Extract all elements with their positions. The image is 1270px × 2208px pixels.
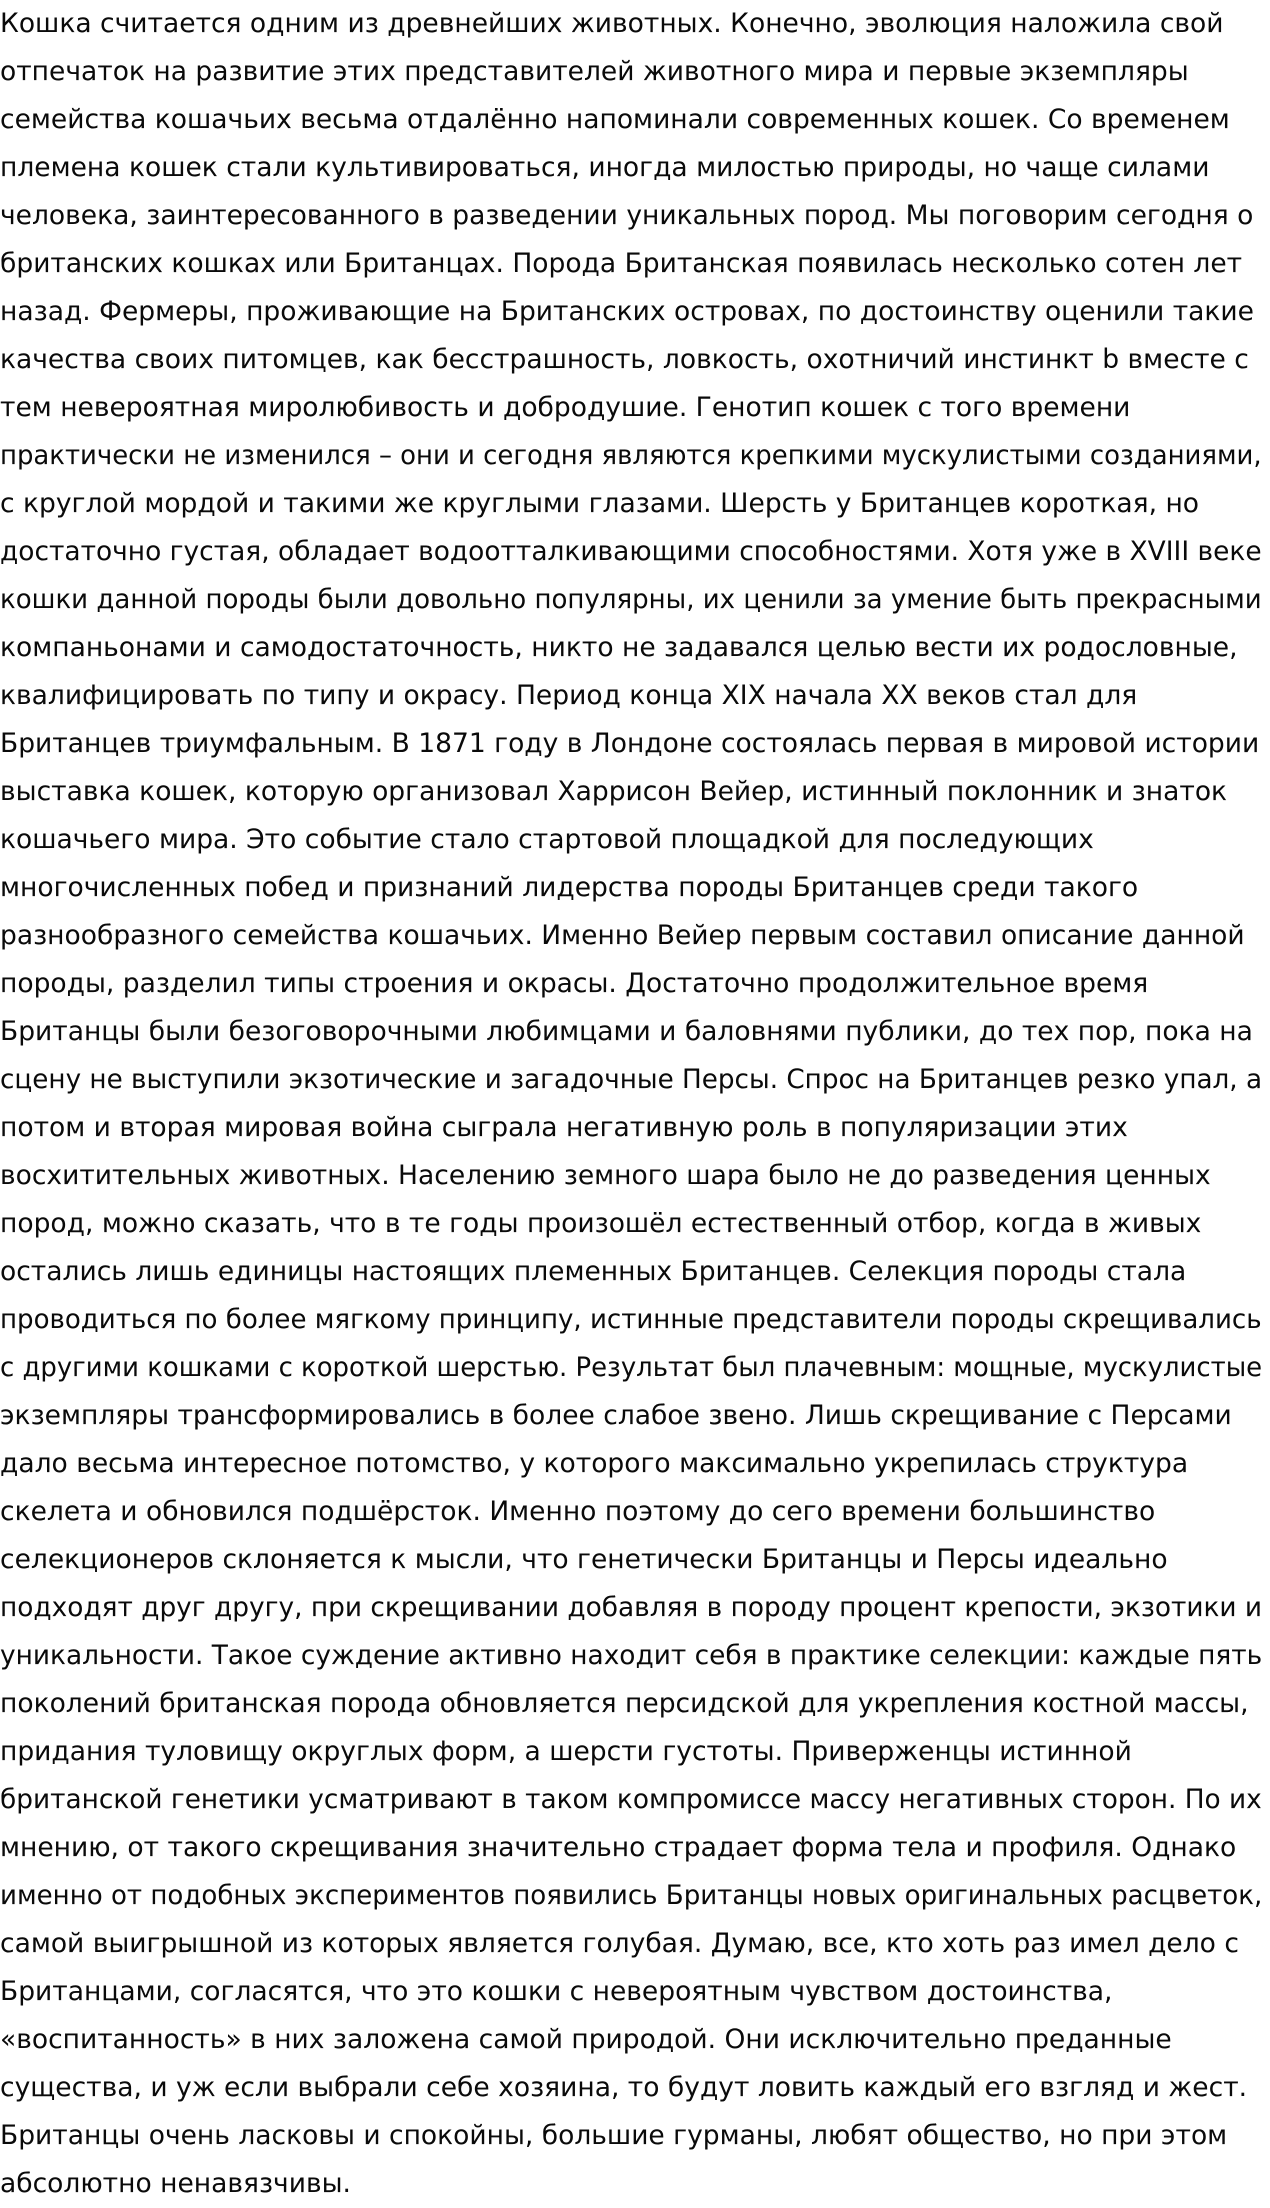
text-line: практически не изменился – они и сегодня являются крепкими мускулистыми созданиями,	[0, 440, 1262, 471]
text-line: отпечаток на развитие этих представителей животного мира и первые экземпляры	[0, 56, 1189, 87]
text-line: племена кошек стали культивироваться, иногда милостью природы, но чаще силами	[0, 152, 1210, 183]
text-line: придания туловищу округлых форм, а шерсти густоты. Приверженцы истинной	[0, 1736, 1132, 1767]
text-line: «воспитанность» в них заложена самой природой. Они исключительно преданные	[0, 2024, 1172, 2055]
text-line: дало весьма интересное потомство, у которого максимально укрепилась структура	[0, 1448, 1189, 1479]
text-line: самой выигрышной из которых является голубая. Думаю, все, кто хоть раз имел дело с	[0, 1928, 1239, 1959]
text-line: многочисленных побед и признаний лидерства породы Британцев среди такого	[0, 872, 1139, 903]
text-line: именно от подобных экспериментов появились Британцы новых оригинальных расцветок,	[0, 1880, 1263, 1911]
text-line: квалифицировать по типу и окрасу. Период конца XIX начала XX веков стал для	[0, 680, 1138, 711]
text-line: разнообразного семейства кошачьих. Именно Вейер первым составил описание данной	[0, 920, 1245, 951]
text-line: восхитительных животных. Населению земного шара было не до разведения ценных	[0, 1160, 1211, 1191]
text-line: тем невероятная миролюбивость и добродушие. Генотип кошек с того времени	[0, 392, 1131, 423]
text-line: остались лишь единицы настоящих племенных Британцев. Селекция породы стала	[0, 1256, 1187, 1287]
text-line: уникальности. Такое суждение активно находит себя в практике селекции: каждые пять	[0, 1640, 1263, 1671]
text-line: семейства кошачьих весьма отдалённо напоминали современных кошек. Со временем	[0, 104, 1230, 135]
text-line: компаньонами и самодостаточность, никто не задавался целью вести их родословные,	[0, 632, 1238, 663]
text-line: кошки данной породы были довольно популярны, их ценили за умение быть прекрасными	[0, 584, 1262, 615]
text-line: поколений британская порода обновляется персидской для укрепления костной массы,	[0, 1688, 1249, 1719]
text-line: существа, и уж если выбрали себе хозяина, то будут ловить каждый его взгляд и жест.	[0, 2072, 1248, 2103]
text-line: потом и вторая мировая война сыграла негативную роль в популяризации этих	[0, 1112, 1128, 1143]
text-line: породы, разделил типы строения и окрасы. Достаточно продолжительное время	[0, 968, 1149, 999]
text-line: Британцы были безоговорочными любимцами и баловнями публики, до тех пор, пока на	[0, 1016, 1253, 1047]
text-line: достаточно густая, обладает водоотталкивающими способностями. Хотя уже в XVIII веке	[0, 536, 1262, 567]
text-line: британской генетики усматривают в таком компромиссе массу негативных сторон. По их	[0, 1784, 1262, 1815]
text-line: британских кошках или Британцах. Порода Британская появилась несколько сотен лет	[0, 248, 1243, 279]
text-line: выставка кошек, которую организовал Харрисон Вейер, истинный поклонник и знаток	[0, 776, 1228, 807]
text-line: назад. Фермеры, проживающие на Британских островах, по достоинству оценили такие	[0, 296, 1254, 327]
text-line: пород, можно сказать, что в те годы произошёл естественный отбор, когда в живых	[0, 1208, 1202, 1239]
text-line: кошачьего мира. Это событие стало стартовой площадкой для последующих	[0, 824, 1094, 855]
text-line: скелета и обновился подшёрсток. Именно поэтому до сего времени большинство	[0, 1496, 1156, 1527]
text-line: сцену не выступили экзотические и загадочные Персы. Спрос на Британцев резко упал, а	[0, 1064, 1263, 1095]
text-line: селекционеров склоняется к мысли, что генетически Британцы и Персы идеально	[0, 1544, 1168, 1575]
text-line: человека, заинтересованного в разведении уникальных пород. Мы поговорим сегодня о	[0, 200, 1254, 231]
text-line: с другими кошками с короткой шерстью. Результат был плачевным: мощные, мускулистые	[0, 1352, 1263, 1383]
text-line: мнению, от такого скрещивания значительно страдает форма тела и профиля. Однако	[0, 1832, 1237, 1863]
text-line: абсолютно ненавязчивы.	[0, 2168, 351, 2199]
text-line: проводиться по более мягкому принципу, истинные представители породы скрещивались	[0, 1304, 1262, 1335]
text-line: с круглой мордой и такими же круглыми глазами. Шерсть у Британцев короткая, но	[0, 488, 1200, 519]
text-line: Британцев триумфальным. В 1871 году в Лондоне состоялась первая в мировой истории	[0, 728, 1260, 759]
text-line: качества своих питомцев, как бесстрашность, ловкость, охотничий инстинкт b вместе с	[0, 344, 1249, 375]
text-line: Британцами, согласятся, что это кошки с невероятным чувством достоинства,	[0, 1976, 1113, 2007]
text-line: экземпляры трансформировались в более слабое звено. Лишь скрещивание с Персами	[0, 1400, 1232, 1431]
text-line: Британцы очень ласковы и спокойны, большие гурманы, любят общество, но при этом	[0, 2120, 1228, 2151]
text-line: Кошка считается одним из древнейших животных. Конечно, эволюция наложила свой	[0, 8, 1224, 39]
text-line: подходят друг другу, при скрещивании добавляя в породу процент крепости, экзотики и	[0, 1592, 1263, 1623]
